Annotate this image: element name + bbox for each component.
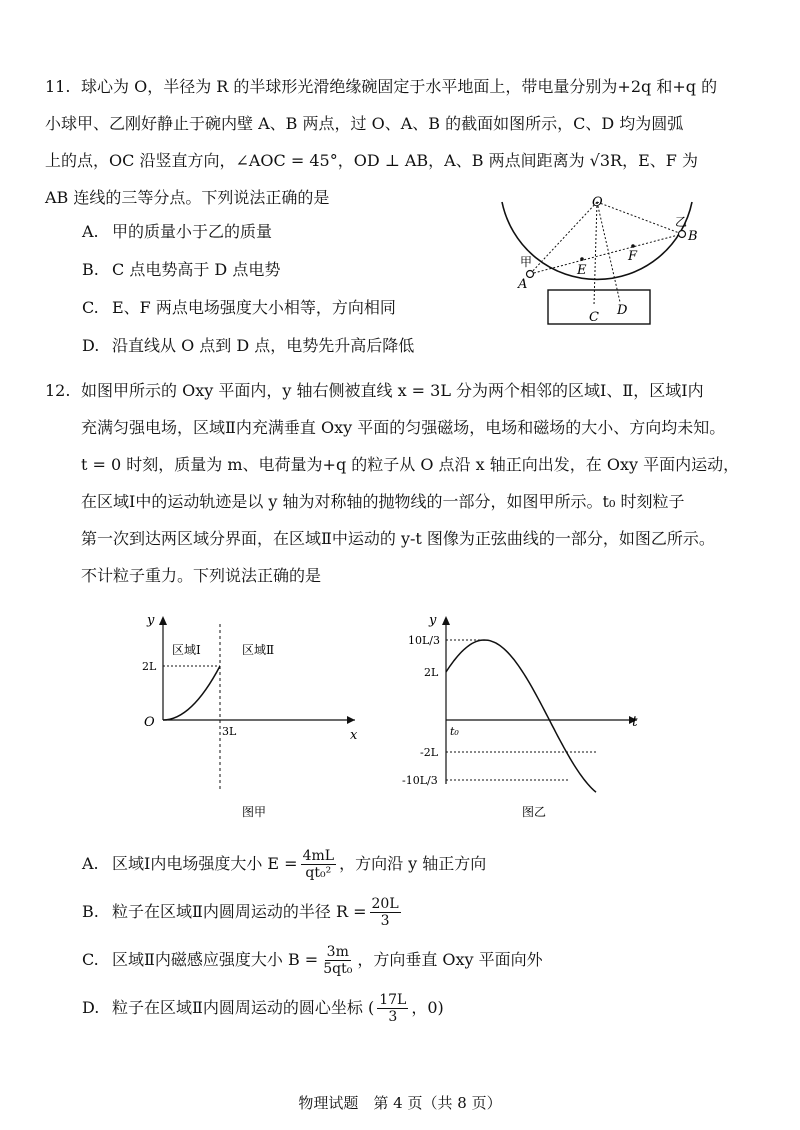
jia-x-arrow — [347, 716, 355, 724]
jia-region-1: 区域Ⅰ — [172, 643, 201, 657]
jia-y-arrow — [159, 616, 167, 625]
q11-option-d: D. 沿直线从 O 点到 D 点，电势先升高后降低 — [82, 336, 415, 355]
label-yi: 乙 — [675, 215, 688, 229]
figure-jia — [130, 602, 370, 828]
q11-line-3: 上的点，OC 沿竖直方向，∠AOC = 45°，OD ⊥ AB，A、B 两点间距离为 √3R，E、F 为 — [45, 151, 698, 170]
q12-line-3: t = 0 时刻，质量为 m、电荷量为+q 的粒子从 O 点沿 x 轴正向出发，在 Oxy 平面内运动， — [81, 455, 740, 474]
jia-trajectory — [163, 666, 220, 720]
point-f — [631, 244, 635, 248]
q12-line-4: 在区域Ⅰ中的运动轨迹是以 y 轴为对称轴的抛物线的一部分，如图甲所示。t₀ 时刻粒子 — [81, 492, 685, 511]
jia-region-2: 区域Ⅱ — [242, 643, 275, 657]
yi-t0-label: t₀ — [450, 725, 459, 738]
frac-b: $\frac{3m}{\text{5qt₀}}$ — [323, 944, 353, 977]
q11-option-a: A. 甲的质量小于乙的质量 — [82, 222, 273, 241]
jia-tick-2l: 2L — [142, 660, 157, 673]
label-d: D — [617, 303, 628, 318]
q12-option-b: B. 粒子在区域Ⅱ内圆周运动的半径 R = $\frac{20L}{3}$ — [82, 896, 399, 929]
label-b: B — [688, 229, 698, 244]
frac-e: $\frac{4mL}{\text{qt₀²}}$ — [302, 848, 335, 881]
q11-line-2: 小球甲、乙刚好静止于碗内壁 A、B 两点，过 O、A、B 的截面如图所示，C、D 均为圆弧 — [45, 114, 684, 133]
yi-sine-curve — [446, 640, 596, 792]
q11-option-c: C. E、F 两点电场强度大小相等，方向相同 — [82, 298, 396, 317]
q12-number: 12. — [45, 381, 71, 400]
jia-caption: 图甲 — [242, 805, 267, 819]
q11-number: 11. — [45, 77, 71, 96]
yi-tick-bottom: -10L/3 — [402, 774, 438, 787]
yi-y-label: y — [429, 613, 437, 628]
frac-center: $\frac{17L}{3}$ — [379, 992, 407, 1025]
jia-tick-3l: 3L — [222, 725, 237, 738]
ball-yi — [679, 231, 686, 238]
q11-option-b: B. C 点电势高于 D 点电势 — [82, 260, 281, 279]
figure-yi — [382, 602, 652, 828]
q11-line-4: AB 连线的三等分点。下列说法正确的是 — [45, 188, 330, 207]
line-od — [597, 202, 620, 302]
q12-line-6: 不计粒子重力。下列说法正确的是 — [81, 566, 322, 585]
line-ob — [597, 202, 682, 234]
yi-tick-2l: 2L — [424, 666, 439, 679]
q12-option-d: D. 粒子在区域Ⅱ内圆周运动的圆心坐标 ( $\frac{17L}{3}$ ，0) — [82, 992, 444, 1025]
question-12 — [45, 372, 760, 594]
q11-bowl-figure — [470, 190, 720, 335]
label-f: F — [628, 249, 638, 264]
q12-line-1: 12. 如图甲所示的 Oxy 平面内，y 轴右侧被直线 x = 3L 分为两个相邻的区域Ⅰ、Ⅱ，区域Ⅰ内 — [45, 372, 760, 409]
jia-origin: O — [144, 715, 155, 730]
point-e — [580, 257, 584, 261]
yi-tick-m2l: -2L — [420, 746, 439, 759]
label-o: O — [592, 195, 603, 210]
page-footer: 物理试题 第 4 页（共 8 页） — [298, 1094, 502, 1112]
q12-option-c: C. 区域Ⅱ内磁感应强度大小 B = $\frac{3m}{\text{5qt₀}}$ ，方向垂直 Oxy 平面向外 — [82, 944, 543, 977]
q12-option-a: A. 区域Ⅰ内电场强度大小 E = $\frac{4mL}{\text{qt₀²}}$ ，方向沿 y 轴正方向 — [82, 848, 487, 881]
q11-line-1: 11. 球心为 O，半径为 R 的半球形光滑绝缘碗固定于水平地面上，带电量分别为+2q 和+q 的 — [45, 68, 760, 105]
bowl-base — [548, 290, 650, 324]
yi-y-arrow — [442, 616, 450, 625]
ball-jia — [527, 271, 534, 278]
jia-x-label: x — [350, 728, 358, 743]
yi-caption: 图乙 — [522, 805, 547, 819]
label-jia: 甲 — [520, 255, 533, 269]
label-e: E — [577, 263, 587, 278]
yi-tick-top: 10L/3 — [408, 634, 441, 647]
label-a: A — [518, 277, 528, 292]
label-c: C — [589, 310, 599, 325]
q12-line-2: 充满匀强电场，区域Ⅱ内充满垂直 Oxy 平面的匀强磁场，电场和磁场的大小、方向均未知。 — [81, 418, 726, 437]
jia-y-label: y — [147, 613, 155, 628]
q12-line-5: 第一次到达两区域分界面，在区域Ⅱ中运动的 y-t 图像为正弦曲线的一部分，如图乙所示。 — [81, 529, 715, 548]
line-oa — [530, 202, 597, 274]
yi-t-label: t — [632, 714, 638, 730]
frac-r: $\frac{20L}{3}$ — [371, 896, 399, 929]
